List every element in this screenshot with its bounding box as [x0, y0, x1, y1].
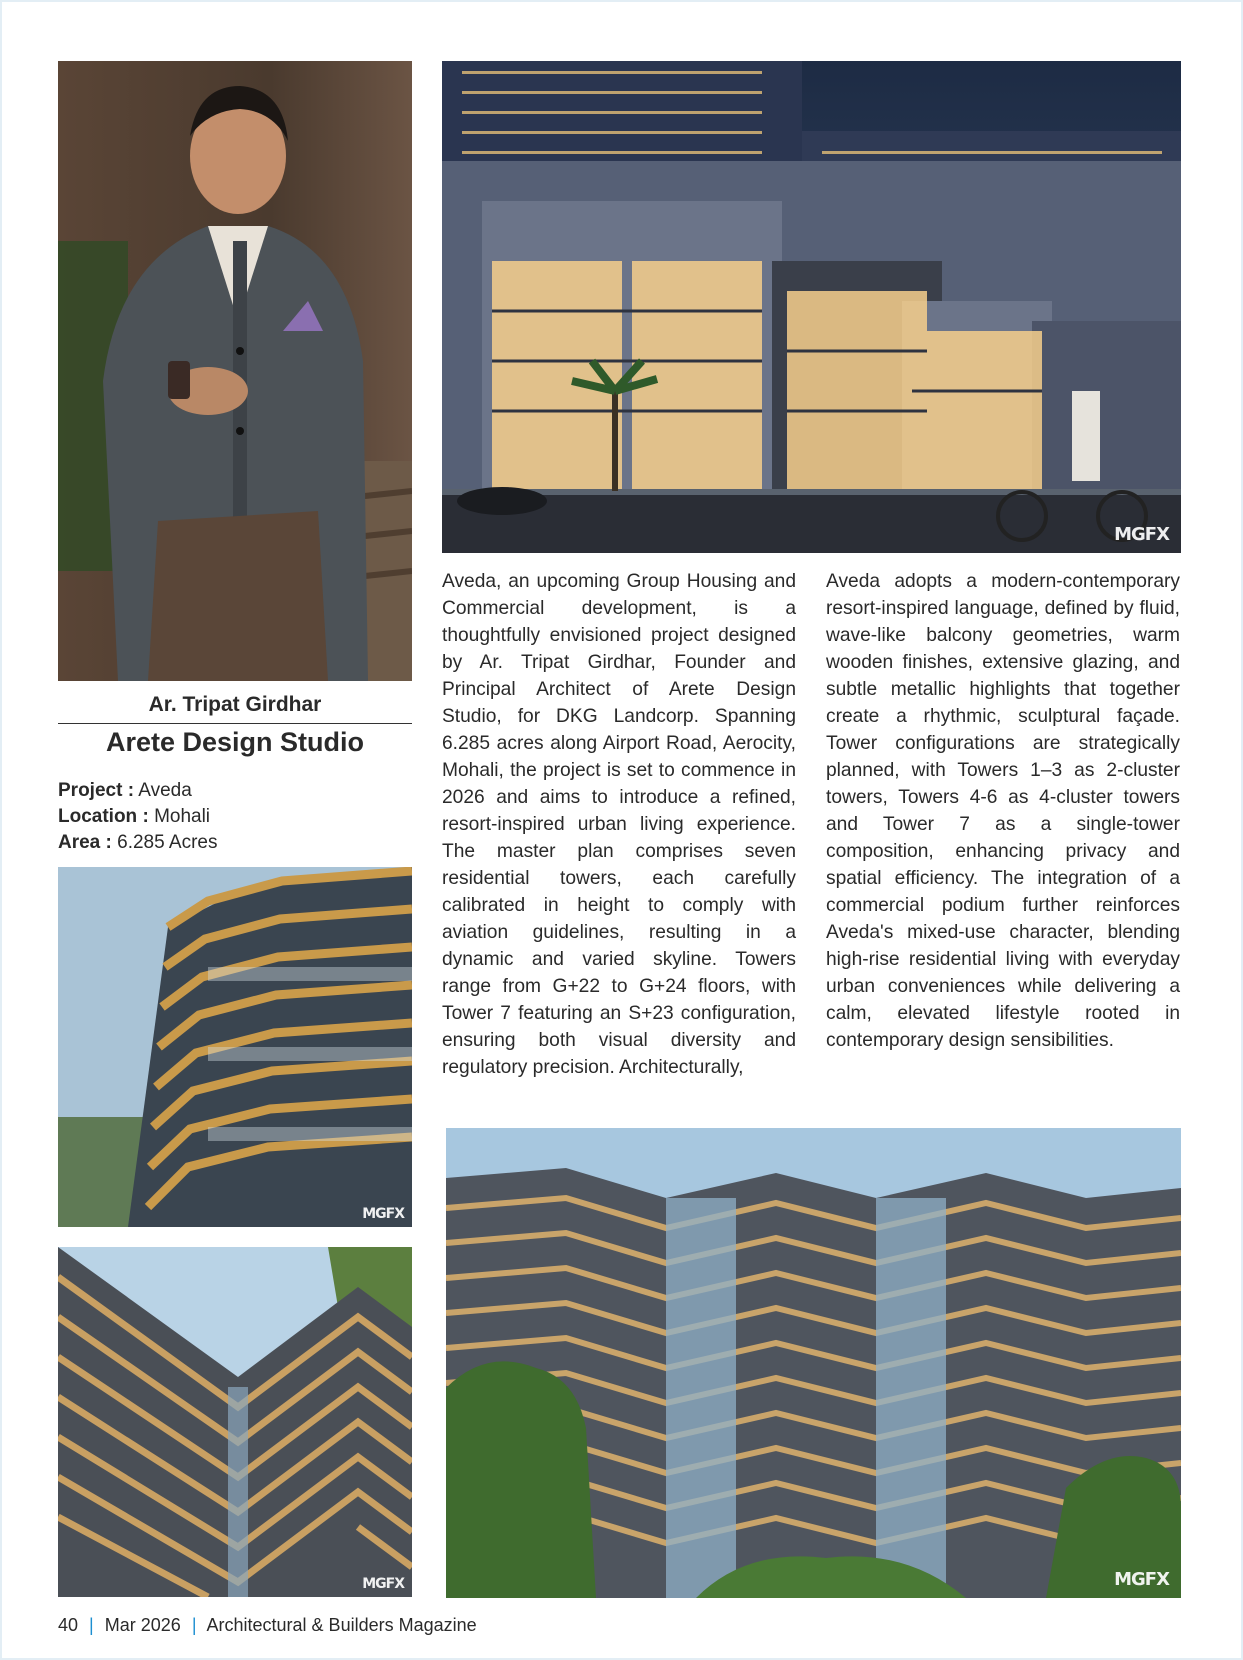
watermark: MGFX: [1114, 524, 1169, 545]
page-number: 40: [58, 1615, 79, 1635]
footer-separator: |: [89, 1615, 94, 1635]
page-footer: [58, 1615, 477, 1636]
watermark: MGFX: [362, 1576, 404, 1592]
architect-portrait-photo: [58, 61, 412, 681]
tower-side-rendering: [58, 867, 412, 1227]
watermark: MGFX: [1114, 1569, 1169, 1590]
tower-v-shape-rendering: [58, 1247, 412, 1597]
fact-location: Location : Mohali: [58, 806, 211, 827]
project-facts: [58, 778, 217, 856]
article-column-1: Aveda, an upcoming Group Housing and Commercial development, is a thoughtfully envisioned project designed by Ar. Tripat Girdhar, Founder and Principal Architect of Arete Design Studio, for DKG Landcorp. Spanning 6.285 acres along Airport Road, Aerocity, Mohali, the project is set to commence in 2026 and aims to introduce a refined, resort-inspired urban living experience. The master plan comprises seven residential towers, each carefully calibrated in height to comply with aviation guidelines, resulting in a dynamic and varied skyline. Towers range from G+22 to G+24 floors, with Tower 7 featuring an S+23 configuration, ensuring both visual diversity and regulatory precision. Architecturally,: [442, 571, 796, 1078]
tower-front-rendering: [446, 1128, 1181, 1598]
fact-area: Area : 6.285 Acres: [58, 832, 218, 853]
studio-name: Arete Design Studio: [105, 727, 365, 757]
issue-date: Mar 2026: [104, 1615, 181, 1635]
magazine-name: Architectural & Builders Magazine: [206, 1615, 477, 1635]
article-column-2: Aveda adopts a modern-contemporary resort-inspired language, defined by fluid, wave-like balcony geometries, warm wooden finishes, extensive glazing, and subtle metallic highlights that together create a rhythmic, sculptural façade. Tower configurations are strategically planned, with Towers 1–3 as 2-cluster towers, Towers 4-6 as 4-cluster towers and Tower 7 as a single-tower composition, enhancing privacy and spatial efficiency. The integration of a commercial podium further reinforces Aveda's mixed-use character, blending high-rise residential living with everyday urban conveniences while delivering a calm, elevated lifestyle rooted in contemporary design sensibilities.: [826, 571, 1180, 1051]
watermark: MGFX: [362, 1206, 404, 1222]
commercial-podium-rendering: [442, 61, 1181, 553]
footer-separator: |: [191, 1615, 197, 1635]
caption-divider: [58, 723, 412, 724]
architect-name: Ar. Tripat Girdhar: [148, 693, 322, 716]
fact-project: Project : Aveda: [58, 780, 192, 801]
